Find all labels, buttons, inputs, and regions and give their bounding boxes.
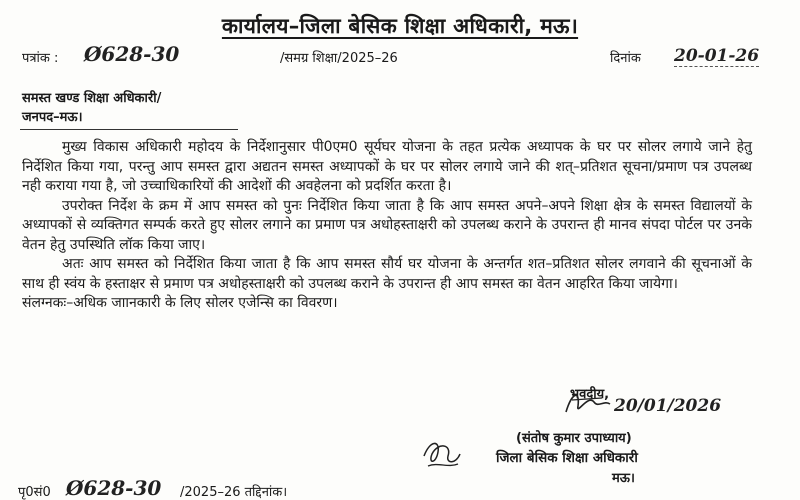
reference-number-handwritten: Ø628-30 — [84, 42, 180, 66]
footer-ref-rest: /2025–26 तद्दिनांक। — [180, 485, 288, 500]
signatory-designation: जिला बेसिक शिक्षा अधिकारी — [496, 450, 638, 466]
signatory-location: मऊ। — [612, 471, 635, 486]
body-paragraph-1: मुख्य विकास अधिकारी महोदय के निर्देशानुसार पी0एम0 सूर्यघर योजना के तहत प्रत्येक अध्यापक के घर पर सोलर लगाये जाने हेतु निर्देशित किया गया, परन्तु आप समस्त द्वारा अद्यतन समस्त अध्यापकों के घर पर सोलर लगाये जाने की शत्–प्रतिशत सूचना/प्रमाण पत्र उपलब्ध नही कराया गया है, जो उच्चाधिकारियों की आदेशों की अवहेलना को प्रदर्शित करता है। — [22, 139, 752, 194]
footer-ref-number-handwritten: Ø628-30 — [66, 476, 162, 500]
signatory-name: (संतोष कुमार उपाध्याय) — [516, 431, 632, 446]
reference-row — [22, 44, 784, 68]
letter-body — [22, 138, 752, 314]
signature-date-handwritten: 20/01/2026 — [614, 396, 722, 416]
divider-line — [20, 129, 238, 130]
addressee-line-2: जनपद–मऊ। — [22, 110, 83, 125]
footer-ref-label: पृ0सं0 — [18, 485, 51, 500]
date-handwritten: 20-01-26 — [674, 46, 760, 66]
enclosure-note: संलग्नकः–अधिक जाानकारी के लिए सोलर एजेन्सि का विवरण। — [22, 295, 338, 311]
date-label: दिनांक — [610, 51, 641, 66]
reference-label: पत्रांक : — [22, 51, 59, 66]
reference-scheme-year: /समग्र शिक्षा/2025–26 — [280, 51, 398, 66]
body-paragraph-2: उपरोक्त निर्देश के क्रम में आप समस्त को पुनः निर्देशित किया जाता है कि आप समस्त अपने–अपने शिक्षा क्षेत्र के समस्त विद्यालयों के अध्यापकों से व्यक्तिगत सम्पर्क करते हुए सोलर लगाने का प्रमाण पत्र अधोहस्ताक्षरी को उपलब्ध कराने के उपरान्त ही मानव संपदा पोर्टल पर उनके वेतन हेतु उपस्थिति लॉक किया जाए। — [22, 197, 752, 253]
initials-scribble-icon — [418, 434, 466, 474]
office-title-text: कार्यालय–जिला बेसिक शिक्षा अधिकारी, मऊ। — [221, 14, 579, 38]
body-paragraph-3: अतः आप समस्त को निर्देशित किया जाता है कि आप समस्त सौर्य घर योजना के अन्तर्गत शत–प्रतिशत सोलर लगवाने की सूचनाओं के साथ ही स्वंय के हस्ताक्षर से प्रमाण पत्र अधोहस्ताक्षरी को उपलब्ध कराने के उपरान्त ही आप समस्त का वेतन आहरित किया जायेगा। — [22, 256, 752, 292]
addressee-line-1: समस्त खण्ड शिक्षा अधिकारी/ — [22, 91, 162, 106]
office-title — [0, 12, 800, 40]
closing-text: भवदीय, — [570, 387, 610, 402]
